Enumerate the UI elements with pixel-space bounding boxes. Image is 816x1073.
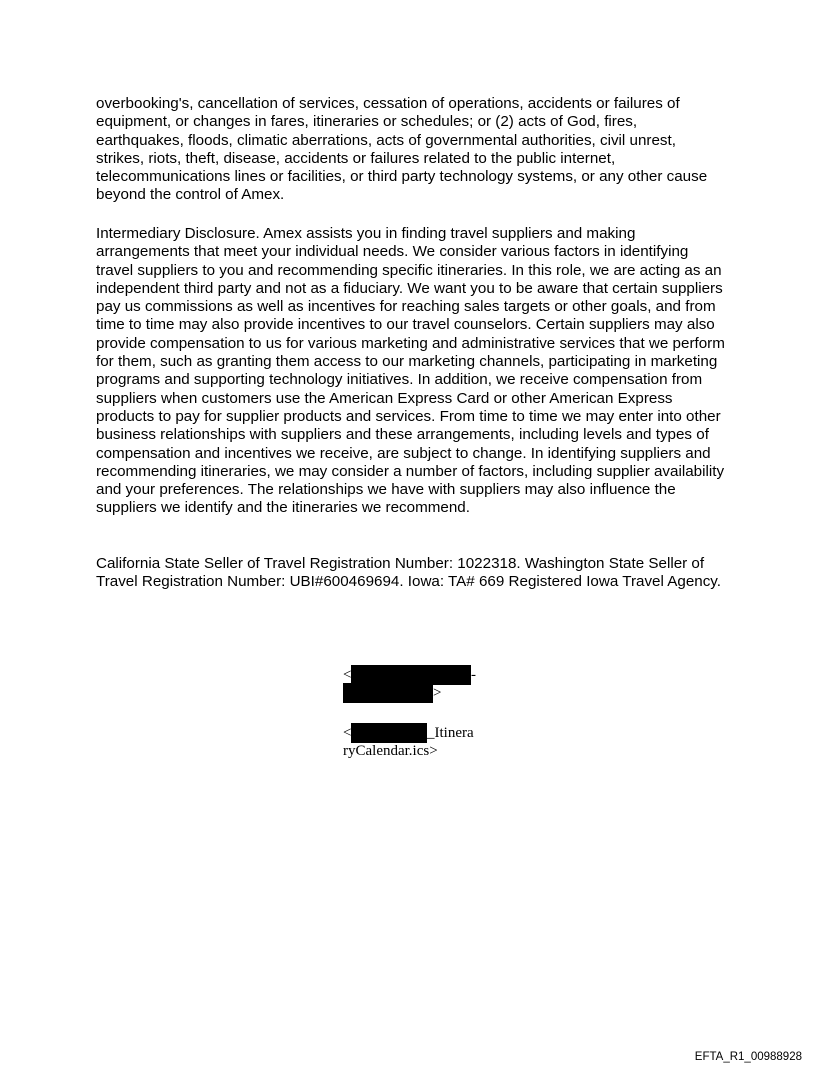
redaction-block [343, 683, 433, 703]
redaction-block [351, 723, 427, 743]
attachment-open-bracket: < [343, 725, 352, 741]
attachment-dash: - [471, 667, 476, 683]
attachment-2-line-2: ryCalendar.ics> [343, 743, 438, 759]
paragraph-registration: California State Seller of Travel Registration Number: 1022318. Washington State Seller of Travel Registration Number: UBI#600469694. Iowa: TA# 669 Registered Iowa Travel Agency. [96, 555, 721, 591]
attachment-filename-part: _Itinera [427, 725, 474, 741]
attachment-1-line-2 [343, 684, 483, 702]
document-id-footer: EFTA_R1_00988928 [694, 1051, 802, 1063]
attachment-open-bracket: < [343, 667, 352, 683]
attachment-1-line-1 [343, 666, 483, 684]
paragraph-liability: overbooking's, cancellation of services, cessation of operations, accidents or failures of equipment, or changes in fares, itineraries or schedules; or (2) acts of God, fires, earthquakes, floods, climatic aberrations, acts of governmental authorities, civil unrest, strikes, riots, theft, disease, accidents or failures related to the public internet, telecommunications lines or facilities, or third party technology systems, or any other cause beyond the control of Amex. [96, 95, 708, 204]
redaction-block [351, 665, 471, 685]
attachment-close-bracket: > [433, 685, 442, 701]
attachment-2-line-1 [343, 724, 483, 742]
paragraph-intermediary-disclosure: Intermediary Disclosure. Amex assists you in finding travel suppliers and making arrangements that meet your individual needs. We consider various factors in identifying travel suppliers to you and recommending specific itineraries. In this role, we are acting as an independent third party and not as a fiduciary. We want you to be aware that certain suppliers pay us commissions as well as incentives for reaching sales targets or other goals, and from time to time may also provide incentives to our travel counselors. Certain suppliers may also provide compensation to us for various marketing and administrative services that we perform for them, such as granting them access to our marketing channels, participating in marketing programs and supporting technology initiatives. In addition, we receive compensation from suppliers when customers use the American Express Card or other American Express products to pay for supplier products and services. From time to time we may enter into other business relationships with suppliers and these arrangements, including levels and types of compensation and incentives we receive, are subject to change. In identifying suppliers and recommending itineraries, we may consider a number of factors, including supplier availability and your preferences. The relationships we have with suppliers may also influence the suppliers we identify and the itineraries we recommend. [96, 225, 725, 517]
attachment-1[interactable] [343, 666, 483, 702]
attachment-2-itinerary-calendar[interactable] [343, 724, 483, 760]
